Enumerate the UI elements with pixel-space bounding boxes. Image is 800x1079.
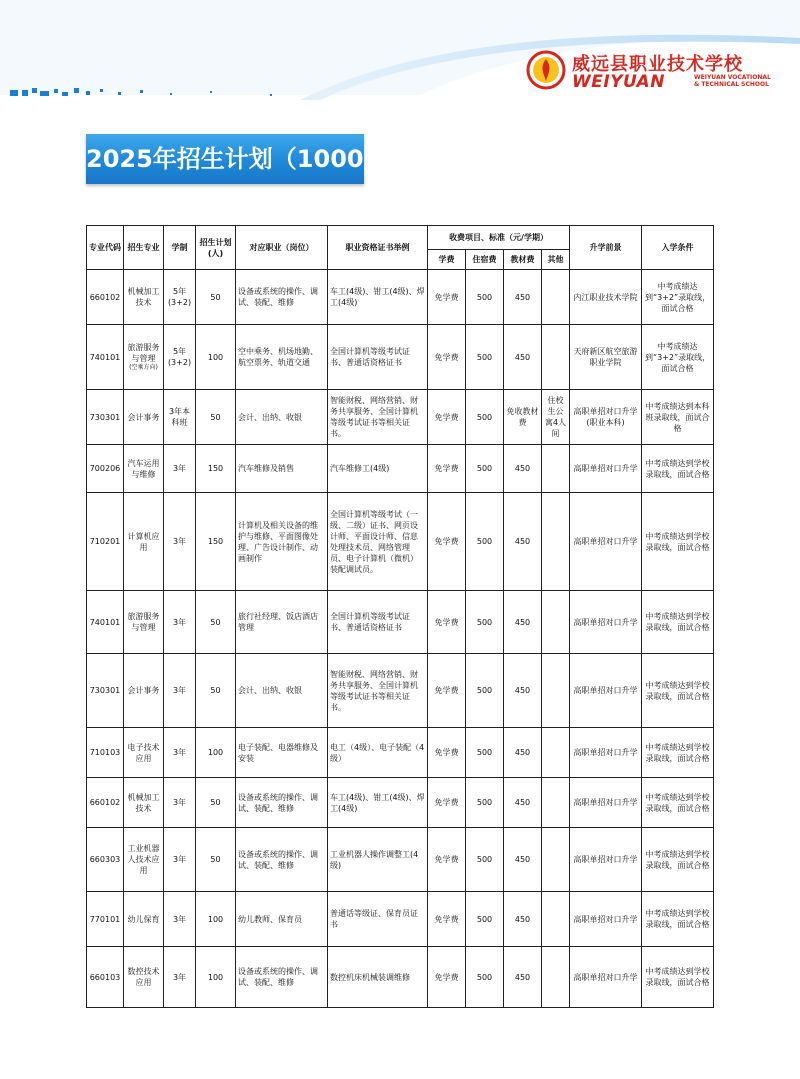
cell-textbook: 450 [504,493,542,591]
table-row [87,892,714,947]
table-row [87,828,714,892]
cell-plan: 100 [196,947,236,1008]
cell-pathway: 高职单招对口升学(职业本科) [570,390,642,445]
cell-pathway: 高职单招对口升学 [570,778,642,828]
cell-cert: 车工(4级)、钳工(4级)、焊工(4级) [328,778,428,828]
cell-duration: 3年 [164,591,196,654]
cell-lodging: 500 [466,728,504,778]
cell-lodging: 500 [466,947,504,1008]
cell-tuition: 免学费 [428,493,466,591]
header-admission: 入学条件 [642,226,714,270]
cell-duration: 3年 [164,445,196,493]
cell-career: 会计、出纳、收银 [236,654,328,728]
cell-textbook: 450 [504,947,542,1008]
header-lodging: 住宿费 [466,250,504,270]
cell-cert: 汽车维修工(4级) [328,445,428,493]
cell-pathway: 高职单招对口升学 [570,828,642,892]
table-row [87,270,714,325]
cell-tuition: 免学费 [428,445,466,493]
page-title-box [86,134,412,184]
cell-career: 幼儿教师、保育员 [236,892,328,947]
cell-major: 机械加工技术 [124,778,164,828]
header-textbook: 教材费 [504,250,542,270]
cell-plan: 50 [196,390,236,445]
header-plan: 招生计划(人) [196,226,236,270]
cell-textbook: 450 [504,654,542,728]
cell-admission: 中考成绩达到学校录取线，面试合格 [642,778,714,828]
cell-major: 电子技术应用 [124,728,164,778]
table-row [87,493,714,591]
cell-career: 电子装配、电器维修及安装 [236,728,328,778]
table-row [87,445,714,493]
cell-other [542,728,570,778]
cell-code: 730301 [87,654,124,728]
table-row [87,778,714,828]
cell-career: 汽车维修及销售 [236,445,328,493]
header-tuition: 学费 [428,250,466,270]
cell-tuition: 免学费 [428,892,466,947]
school-name-en: WEIYUAN [572,72,665,92]
cell-cert: 数控机床机械装调维修 [328,947,428,1008]
school-logo [526,50,771,94]
major-note: (空乘方向) [129,364,158,371]
cell-tuition: 免学费 [428,390,466,445]
header-pathway: 升学前景 [570,226,642,270]
cell-career: 设备或系统的操作、调试、装配、维修 [236,778,328,828]
cell-code: 660103 [87,947,124,1008]
cell-code: 740101 [87,591,124,654]
cell-career: 会计、出纳、收银 [236,390,328,445]
cell-plan: 50 [196,828,236,892]
cell-cert: 全国计算机等级考试证书、普通话资格证书 [328,591,428,654]
cell-cert: 全国计算机等级考试证书、普通话资格证书 [328,325,428,390]
cell-major: 会计事务 [124,390,164,445]
cell-pathway: 高职单招对口升学 [570,493,642,591]
table-row [87,390,714,445]
cell-duration: 5年(3+2) [164,325,196,390]
cell-major: 汽车运用与维修 [124,445,164,493]
cell-code: 710103 [87,728,124,778]
cell-career: 旅行社经理、饭店酒店管理 [236,591,328,654]
cell-cert: 智能财税、网络营销、财务共享服务、全国计算机等级考试证书等相关证书。 [328,390,428,445]
table-row [87,654,714,728]
cell-admission: 中考成绩达到学校录取线，面试合格 [642,728,714,778]
cell-cert: 普通话等级证、保育员证书 [328,892,428,947]
cell-pathway: 高职单招对口升学 [570,728,642,778]
cell-tuition: 免学费 [428,654,466,728]
cell-lodging: 500 [466,778,504,828]
cell-textbook: 免收教材费 [504,390,542,445]
cell-code: 700206 [87,445,124,493]
cell-other [542,591,570,654]
cell-career: 空中乘务、机场地勤、航空票务、轨道交通 [236,325,328,390]
cell-pathway: 高职单招对口升学 [570,947,642,1008]
cell-duration: 3年 [164,778,196,828]
cell-duration: 3年 [164,892,196,947]
cell-textbook: 450 [504,445,542,493]
header-cert: 职业资格证书举例 [328,226,428,270]
cell-textbook: 450 [504,778,542,828]
header-fees-group: 收费项目、标准（元/学期） [428,226,570,250]
cell-other [542,270,570,325]
cell-major: 计算机应用 [124,493,164,591]
cell-duration: 3年 [164,947,196,1008]
cell-admission: 中考成绩达到学校录取线，面试合格 [642,892,714,947]
cell-plan: 100 [196,325,236,390]
cell-textbook: 450 [504,325,542,390]
cell-duration: 3年 [164,728,196,778]
cell-code: 660102 [87,270,124,325]
cell-tuition: 免学费 [428,728,466,778]
school-name-en-sub: WEIYUAN VOCATIONAL & TECHNICAL SCHOOL [694,74,771,88]
cell-lodging: 500 [466,493,504,591]
cell-major: 数控技术应用 [124,947,164,1008]
cell-textbook: 450 [504,892,542,947]
cell-admission: 中考成绩达到学校录取线，面试合格 [642,591,714,654]
cell-code: 660303 [87,828,124,892]
cell-other [542,947,570,1008]
cell-plan: 100 [196,892,236,947]
table-row [87,728,714,778]
school-name-cn: 威远县职业技术学校 [572,54,743,75]
cell-lodging: 500 [466,892,504,947]
cell-career: 设备或系统的操作、调试、装配、维修 [236,947,328,1008]
cell-admission: 中考成绩达到学校录取线，面试合格 [642,445,714,493]
cell-other [542,828,570,892]
cell-cert: 智能财税、网络营销、财务共享服务、全国计算机等级考试证书等相关证书。 [328,654,428,728]
cell-duration: 3年 [164,654,196,728]
pixel-decoration [10,88,310,100]
cell-admission: 中考成绩达到本科班录取线，面试合格 [642,390,714,445]
cell-tuition: 免学费 [428,778,466,828]
cell-tuition: 免学费 [428,828,466,892]
table-row [87,947,714,1008]
cell-duration: 5年(3+2) [164,270,196,325]
cell-textbook: 450 [504,828,542,892]
cell-admission: 中考成绩达到“3+2”录取线，面试合格 [642,270,714,325]
cell-major: 工业机器人技术应用 [124,828,164,892]
cell-other [542,493,570,591]
cell-pathway: 高职单招对口升学 [570,654,642,728]
cell-pathway: 高职单招对口升学 [570,591,642,654]
table-row [87,591,714,654]
cell-admission: 中考成绩达到学校录取线，面试合格 [642,654,714,728]
cell-career: 设备或系统的操作、调试、装配、维修 [236,270,328,325]
cell-cert: 车工(4级)、钳工(4级)、焊工(4级) [328,270,428,325]
cell-code: 710201 [87,493,124,591]
cell-admission: 中考成绩达到学校录取线，面试合格 [642,828,714,892]
cell-other [542,778,570,828]
page-title: 2025年招生计划（1000人） [86,145,412,173]
cell-lodging: 500 [466,270,504,325]
cell-other [542,654,570,728]
cell-cert: 全国计算机等级考试（一级、二级）证书、网页设计师、平面设计师、信息处理技术员、网络管理员、电子计算机（微机）装配调试员。 [328,493,428,591]
cell-pathway: 内江职业技术学院 [570,270,642,325]
enrollment-table [86,225,714,1008]
cell-tuition: 免学费 [428,270,466,325]
enrollment-table-wrap [86,225,713,1008]
table-body [87,270,714,1008]
cell-other: 住校生公寓4人间 [542,390,570,445]
cell-tuition: 免学费 [428,591,466,654]
cell-textbook: 450 [504,591,542,654]
cell-plan: 50 [196,270,236,325]
cell-plan: 50 [196,591,236,654]
cell-major: 旅游服务与管理 [124,591,164,654]
header-code: 专业代码 [87,226,124,270]
cell-code: 740101 [87,325,124,390]
cell-lodging: 500 [466,591,504,654]
cell-admission: 中考成绩达到“3+2”录取线，面试合格 [642,325,714,390]
cell-other [542,325,570,390]
cell-cert: 电工（4级）、电子装配（4级） [328,728,428,778]
cell-lodging: 500 [466,390,504,445]
cell-career: 计算机及相关设备的维护与维修、平面图像处理、广告设计制作、动画制作 [236,493,328,591]
header-banner [0,0,800,100]
cell-plan: 50 [196,778,236,828]
cell-textbook: 450 [504,728,542,778]
cell-code: 770101 [87,892,124,947]
table-row [87,325,714,390]
cell-major: 旅游服务与管理 (空乘方向) [124,325,164,390]
cell-pathway: 高职单招对口升学 [570,892,642,947]
cell-pathway: 高职单招对口升学 [570,445,642,493]
cell-plan: 50 [196,654,236,728]
cell-plan: 150 [196,493,236,591]
cell-code: 660102 [87,778,124,828]
cell-other [542,445,570,493]
emblem-icon [526,50,566,90]
cell-code: 730301 [87,390,124,445]
cell-duration: 3年 [164,493,196,591]
cell-lodging: 500 [466,445,504,493]
header-major: 招生专业 [124,226,164,270]
cell-tuition: 免学费 [428,325,466,390]
cell-major: 机械加工技术 [124,270,164,325]
cell-admission: 中考成绩达到学校录取线，面试合格 [642,947,714,1008]
header-career: 对应职业（岗位） [236,226,328,270]
cell-plan: 150 [196,445,236,493]
cell-lodging: 500 [466,828,504,892]
cell-admission: 中考成绩达到学校录取线，面试合格 [642,493,714,591]
header-duration: 学制 [164,226,196,270]
cell-duration: 3年本科班 [164,390,196,445]
header-other: 其他 [542,250,570,270]
cell-plan: 100 [196,728,236,778]
cell-textbook: 450 [504,270,542,325]
cell-major: 会计事务 [124,654,164,728]
cell-other [542,892,570,947]
cell-tuition: 免学费 [428,947,466,1008]
cell-pathway: 天府新区航空旅游职业学院 [570,325,642,390]
cell-major: 幼儿保育 [124,892,164,947]
cell-lodging: 500 [466,325,504,390]
cell-cert: 工业机器人操作调整工(4级) [328,828,428,892]
cell-duration: 3年 [164,828,196,892]
cell-lodging: 500 [466,654,504,728]
cell-career: 设备或系统的操作、调试、装配、维修 [236,828,328,892]
